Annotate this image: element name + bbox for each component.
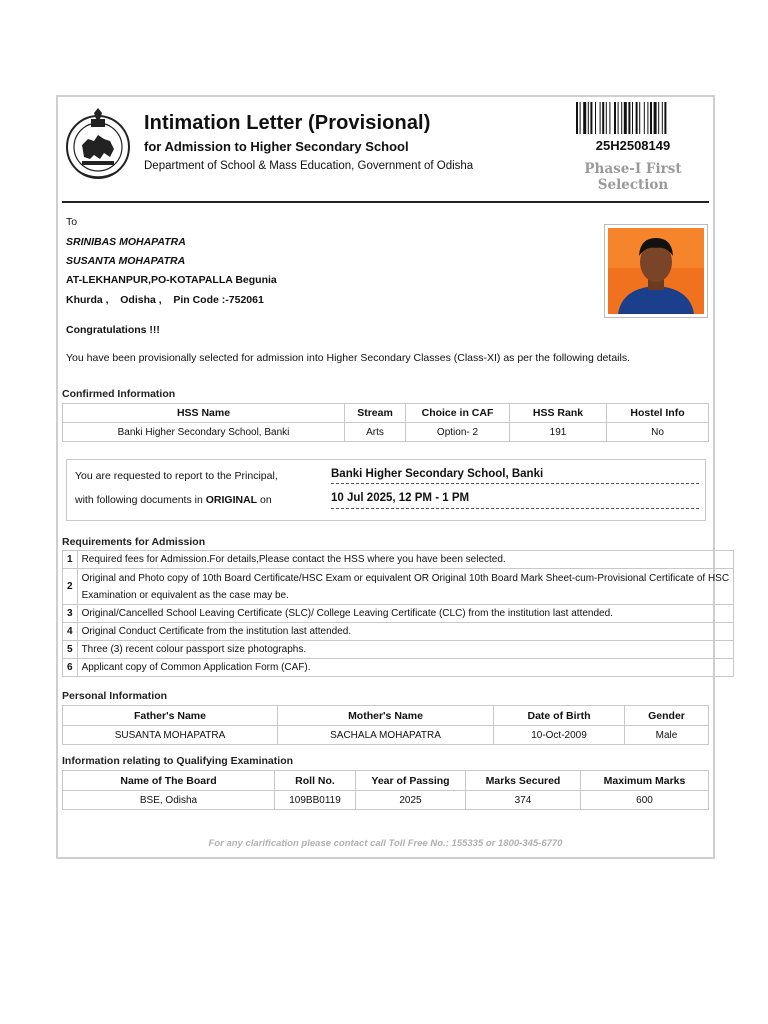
cell-dob: 10-Oct-2009 <box>494 726 625 745</box>
table-header-row <box>63 706 709 726</box>
req-number: 2 <box>63 569 78 605</box>
table-row <box>63 641 734 659</box>
congratulations-text: Congratulations !!! <box>66 324 160 336</box>
report-line-2-original: ORIGINAL <box>205 494 258 506</box>
cell-rank: 191 <box>510 423 607 442</box>
cell-stream: Arts <box>345 423 406 442</box>
col-year: Year of Passing <box>356 771 466 791</box>
cell-hostel: No <box>607 423 709 442</box>
table-row <box>63 623 734 641</box>
cell-gender: Male <box>625 726 709 745</box>
address-district: Khurda , Odisha , Pin Code :-752061 <box>66 294 264 306</box>
report-instructions-box <box>66 459 706 521</box>
address-name-1: SRINIBAS MOHAPATRA <box>66 236 186 248</box>
req-text: Original/Cancelled School Leaving Certificate (SLC)/ College Leaving Certificate (CLC) from the institution last attended. <box>77 605 734 623</box>
report-datetime: 10 Jul 2025, 12 PM - 1 PM <box>331 492 699 509</box>
page-subtitle: for Admission to Higher Secondary School <box>144 139 409 154</box>
req-number: 5 <box>63 641 78 659</box>
selection-phase-line1: Phase-I First <box>584 161 682 177</box>
barcode <box>576 102 690 134</box>
table-row <box>63 605 734 623</box>
col-dob: Date of Birth <box>494 706 625 726</box>
col-mother-name: Mother's Name <box>278 706 494 726</box>
col-max-marks: Maximum Marks <box>581 771 709 791</box>
table-row <box>63 569 734 605</box>
address-street: AT-LEKHANPUR,PO-KOTAPALLA Begunia <box>66 274 277 286</box>
req-number: 4 <box>63 623 78 641</box>
table-header-row <box>63 404 709 423</box>
cell-father-name: SUSANTA MOHAPATRA <box>63 726 278 745</box>
selection-intro: You have been provisionally selected for admission into Higher Secondary Classes (Class-XI) as per the following details. <box>66 352 630 364</box>
student-photo-image <box>608 228 704 314</box>
table-row <box>63 659 734 677</box>
col-marks-secured: Marks Secured <box>466 771 581 791</box>
req-text: Original Conduct Certificate from the institution last attended. <box>77 623 734 641</box>
report-line-2 <box>75 494 272 506</box>
cell-choice: Option- 2 <box>406 423 510 442</box>
footer-helpline: For any clarification please contact call Toll Free No.: 155335 or 1800-345-6770 <box>208 838 563 849</box>
table-row <box>63 791 709 810</box>
col-stream: Stream <box>345 404 406 423</box>
col-board: Name of The Board <box>63 771 275 791</box>
cell-max-marks: 600 <box>581 791 709 810</box>
confirmed-info-label: Confirmed Information <box>62 388 176 400</box>
req-number: 6 <box>63 659 78 677</box>
page-title: Intimation Letter (Provisional) <box>144 112 431 134</box>
report-school: Banki Higher Secondary School, Banki <box>331 468 699 484</box>
letter-page <box>56 95 730 859</box>
department-name: Department of School & Mass Education, Government of Odisha <box>144 160 474 172</box>
report-line-2-prefix: with following documents in <box>75 494 206 506</box>
cell-roll-no: 109BB0119 <box>275 791 356 810</box>
qualifying-info-table <box>62 770 709 810</box>
application-number: 25H2508149 <box>595 138 671 153</box>
header-divider <box>62 201 709 203</box>
requirements-label: Requirements for Admission <box>62 536 206 548</box>
report-line-2-suffix: on <box>257 494 272 506</box>
col-roll-no: Roll No. <box>275 771 356 791</box>
personal-info-table <box>62 705 709 745</box>
student-photo <box>604 224 708 318</box>
selection-phase-line2: Selection <box>597 177 669 193</box>
col-hss-name: HSS Name <box>63 404 345 423</box>
address-to: To <box>66 216 78 228</box>
table-row <box>63 551 734 569</box>
req-text-line-1: Original and Photo copy of 10th Board Certificate/HSC Exam or equivalent OR Original 10th Board Mark Sheet-cum-Provisional Certificate of HSC <box>81 572 730 584</box>
odisha-emblem-icon <box>64 105 132 181</box>
table-header-row <box>63 771 709 791</box>
requirements-table <box>62 550 730 677</box>
personal-info-label: Personal Information <box>62 690 168 702</box>
cell-year: 2025 <box>356 791 466 810</box>
col-gender: Gender <box>625 706 709 726</box>
col-hostel: Hostel Info <box>607 404 709 423</box>
selection-phase <box>566 161 700 193</box>
qualifying-info-label: Information relating to Qualifying Examination <box>62 755 294 767</box>
cell-board: BSE, Odisha <box>63 791 275 810</box>
req-number: 3 <box>63 605 78 623</box>
cell-marks-secured: 374 <box>466 791 581 810</box>
col-rank: HSS Rank <box>510 404 607 423</box>
req-text: Applicant copy of Common Application Form (CAF). <box>77 659 734 677</box>
cell-hss-name: Banki Higher Secondary School, Banki <box>63 423 345 442</box>
confirmed-info-table <box>62 403 709 442</box>
col-father-name: Father's Name <box>63 706 278 726</box>
req-number: 1 <box>63 551 78 569</box>
table-row <box>63 726 709 745</box>
col-choice: Choice in CAF <box>406 404 510 423</box>
req-text: Three (3) recent colour passport size photographs. <box>77 641 734 659</box>
table-row <box>63 423 709 442</box>
cell-mother-name: SACHALA MOHAPATRA <box>278 726 494 745</box>
report-line-1: You are requested to report to the Principal, <box>75 470 278 482</box>
req-text: Required fees for Admission.For details,Please contact the HSS where you have been selected. <box>77 551 734 569</box>
address-name-2: SUSANTA MOHAPATRA <box>66 255 186 267</box>
req-text-line-2: Examination or equivalent as the case may be. <box>81 589 289 601</box>
req-text <box>77 569 734 605</box>
